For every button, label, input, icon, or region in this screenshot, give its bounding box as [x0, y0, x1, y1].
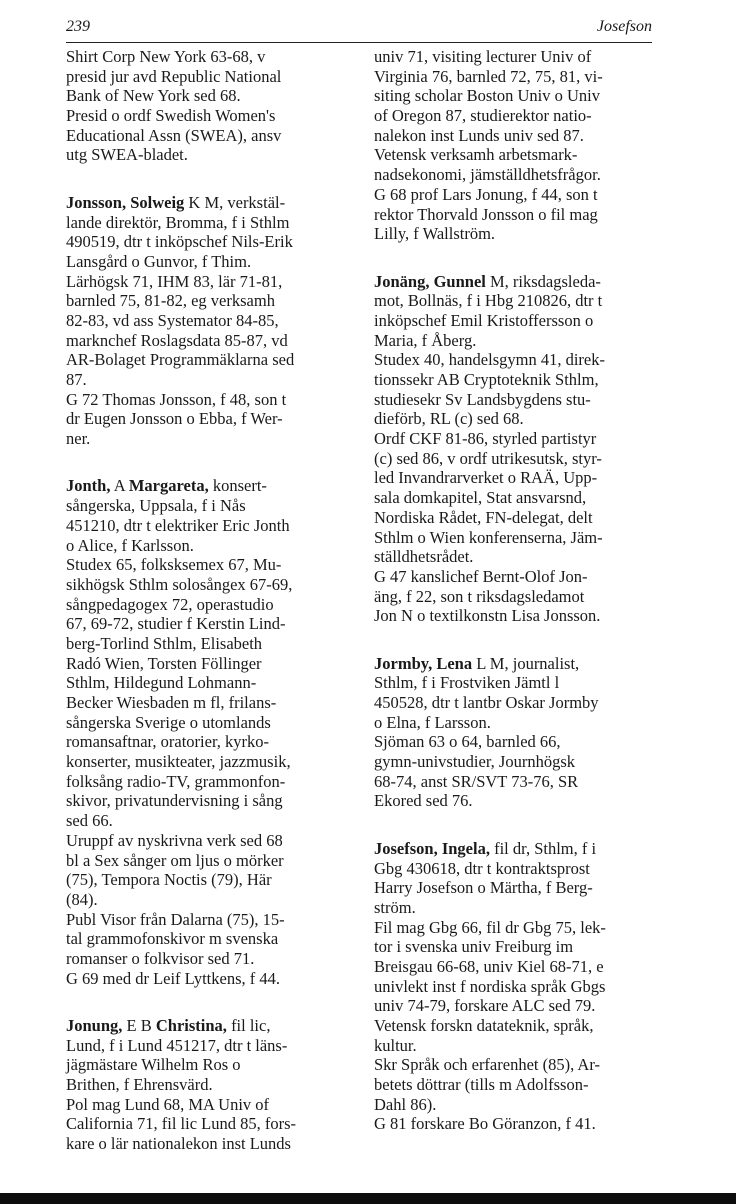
text-line: romansaftnar, oratorier, kyrko-	[66, 732, 270, 752]
text-line: 450528, dtr t lantbr Oskar Jormby	[374, 693, 599, 712]
text-line: Becker Wiesbaden m fl, frilans-	[66, 693, 277, 712]
text-line: Presid o ordf Swedish Women's	[66, 106, 276, 126]
text-line: 87.	[66, 370, 87, 389]
entry-name: Josefson, Ingela,	[374, 838, 490, 858]
text-line: dieförb, RL (c) sed 68.	[374, 409, 524, 429]
text-line: AR-Bolaget Programmäklarna sed	[66, 350, 295, 370]
text-line: Jon N o textilkonstn Lisa Jonsson.	[374, 606, 601, 626]
text-line: jägmästare Wilhelm Ros o	[66, 1055, 241, 1075]
text-line: romanser o folkvisor sed 71.	[66, 948, 255, 968]
entry-name: Jonäng, Gunnel	[374, 271, 486, 291]
entry-jonung-christina	[66, 1016, 362, 1154]
text-line: Studex 65, folksksemex 67, Mu-	[66, 555, 282, 575]
text-line: lande direktör, Bromma, f i Sthlm	[66, 212, 290, 232]
entry-first-line-rest: L M, journalist,	[472, 653, 580, 673]
entry-name-initials: A	[110, 476, 129, 496]
entry-jormby-lena	[374, 654, 664, 812]
entry-name: Jormby, Lena	[374, 653, 473, 673]
text-line: Vetensk verksamh arbetsmark-	[374, 145, 578, 165]
page-number: 239	[66, 18, 90, 35]
text-line: studiesekr Sv Landsbygdens stu-	[374, 389, 591, 409]
text-line: Radó Wien, Torsten Föllinger	[66, 653, 262, 673]
entry-jonang-gunnel	[374, 272, 664, 626]
entry-name-surname: Jonung,	[66, 1016, 123, 1035]
entry-jonsson-solweig	[66, 193, 362, 449]
text-line: G 81 forskare Bo Göranzon, f 41.	[374, 1114, 596, 1134]
text-line: Harry Josefson o Märtha, f Berg-	[374, 878, 593, 898]
text-line: Sthlm o Wien konferenserna, Jäm-	[374, 527, 603, 547]
text-line: ner.	[66, 429, 91, 449]
entry-first-line-rest: konsert-	[208, 476, 267, 496]
text-line: Brithen, f Ehrensvärd.	[66, 1075, 213, 1095]
text-line: Shirt Corp New York 63-68, v	[66, 47, 266, 66]
text-line: folksång radio-TV, grammonfon-	[66, 771, 286, 791]
text-line: tal grammofonskivor m svenska	[66, 929, 279, 949]
text-line: univ 74-79, forskare ALC sed 79.	[374, 996, 596, 1016]
entry-first-line	[374, 272, 664, 292]
entry-name-surname: Jonth,	[66, 476, 111, 496]
text-line: univ 71, visiting lecturer Univ of	[374, 47, 592, 66]
right-column	[374, 47, 664, 1134]
text-line: tionssekr AB Cryptoteknik Sthlm,	[374, 370, 599, 389]
text-line: Ordf CKF 81-86, styrled partistyr	[374, 429, 597, 449]
entry-name-given: Margareta,	[128, 476, 209, 496]
entry-jonth-margareta	[66, 476, 362, 988]
entry-name-initials: E B	[122, 1016, 156, 1035]
entry-first-line	[374, 654, 664, 674]
text-line: Nordiska Rådet, FN-delegat, delt	[374, 507, 593, 527]
text-line: Gbg 430618, dtr t kontraktsprost	[374, 858, 590, 878]
text-line: sångerska, Uppsala, f i Nås	[66, 496, 246, 516]
text-line: o Elna, f Larsson.	[374, 712, 491, 732]
text-line: sala domkapitel, Stat ansvarsnd,	[374, 488, 587, 508]
text-line: G 69 med dr Leif Lyttkens, f 44.	[66, 968, 281, 988]
text-line: sångpedagogex 72, operastudio	[66, 594, 274, 614]
entry-name: Jonsson, Solweig	[66, 192, 185, 212]
text-line: berg-Torlind Sthlm, Elisabeth	[66, 633, 263, 653]
text-line: California 71, fil lic Lund 85, fors-	[66, 1114, 297, 1134]
text-line: skivor, privatundervisning i sång	[66, 791, 283, 811]
left-column	[66, 47, 362, 1154]
text-line: univlekt inst f nordiska språk Gbgs	[374, 976, 606, 996]
text-line: utg SWEA-bladet.	[66, 145, 188, 165]
text-line: Virginia 76, barnled 72, 75, 81, vi-	[374, 66, 603, 86]
text-line: inköpschef Emil Kristoffersson o	[374, 310, 594, 330]
entry-josefson-ingela	[374, 839, 664, 1134]
text-line: Pol mag Lund 68, MA Univ of	[66, 1094, 270, 1114]
text-line: betets döttrar (tills m Adolfsson-	[374, 1075, 589, 1095]
text-line: presid jur avd Republic National	[66, 66, 282, 86]
text-line: 82-83, vd ass Systemator 84-85,	[66, 310, 279, 330]
text-line: tor i svenska univ Freiburg im	[374, 937, 574, 957]
entry-first-line-rest: fil lic,	[226, 1016, 271, 1035]
text-line: Studex 40, handelsgymn 41, direk-	[374, 350, 605, 370]
text-line: Maria, f Åberg.	[374, 330, 477, 350]
text-line: barnled 75, 81-82, eg verksamh	[66, 291, 275, 311]
text-line: (c) sed 86, v ordf utrikesutsk, styr-	[374, 448, 602, 468]
text-line: G 47 kanslichef Bernt-Olof Jon-	[374, 566, 588, 586]
text-line: led Invandrarverket o RAÄ, Upp-	[374, 468, 598, 488]
text-line: 68-74, anst SR/SVT 73-76, SR	[374, 771, 579, 791]
entry-first-line-rest: K M, verkstäl-	[184, 192, 286, 212]
text-line: ström.	[374, 897, 416, 917]
text-line: Uruppf av nyskrivna verk sed 68	[66, 830, 283, 850]
running-head: Josefson	[596, 18, 652, 35]
text-line: äng, f 22, son t riksdagsledamot	[374, 586, 585, 606]
continuation-block	[66, 47, 362, 165]
text-line: dr Eugen Jonsson o Ebba, f Wer-	[66, 409, 283, 429]
text-line: sikhögsk Sthlm solosångex 67-69,	[66, 574, 293, 594]
text-line: (84).	[66, 889, 98, 909]
text-line: bl a Sex sånger om ljus o mörker	[66, 850, 284, 870]
text-line: nadsekonomi, jämställdhetsfrågor.	[374, 165, 601, 185]
continuation-block	[374, 47, 664, 244]
text-line: Publ Visor från Dalarna (75), 15-	[66, 909, 285, 929]
text-line: G 72 Thomas Jonsson, f 48, son t	[66, 389, 287, 409]
text-line: kultur.	[374, 1035, 417, 1055]
text-line: of Oregon 87, studierektor natio-	[374, 106, 592, 126]
entry-first-line-rest: fil dr, Sthlm, f i	[489, 838, 597, 858]
text-line: 67, 69-72, studier f Kerstin Lind-	[66, 614, 286, 634]
entry-first-line	[66, 1016, 362, 1036]
text-line: (75), Tempora Noctis (79), Här	[66, 870, 272, 890]
text-line: 490519, dtr t inköpschef Nils-Erik	[66, 232, 293, 252]
text-line: Skr Språk och erfarenhet (85), Ar-	[374, 1055, 601, 1075]
text-line: mot, Bollnäs, f i Hbg 210826, dtr t	[374, 291, 603, 311]
scan-bottom-edge	[0, 1193, 736, 1204]
text-line: Educational Assn (SWEA), ansv	[66, 125, 282, 145]
text-line: ställdhetsrådet.	[374, 547, 474, 567]
text-line: Ekored sed 76.	[374, 791, 473, 811]
page-header	[66, 18, 652, 43]
text-line: Lärhögsk 71, IHM 83, lär 71-81,	[66, 271, 283, 291]
text-line: marknchef Roslagsdata 85-87, vd	[66, 330, 288, 350]
entry-first-line	[374, 839, 664, 859]
text-line: sed 66.	[66, 811, 113, 831]
entry-first-line-rest: M, riksdagsleda-	[485, 271, 601, 291]
text-line: Dahl 86).	[374, 1094, 437, 1114]
text-line: siting scholar Boston Univ o Univ	[374, 86, 600, 106]
text-line: Sthlm, Hildegund Lohmann-	[66, 673, 257, 693]
text-line: Breisgau 66-68, univ Kiel 68-71, e	[374, 956, 604, 976]
text-line: sångerska Sverige o utomlands	[66, 712, 271, 732]
text-line: kare o lär nationalekon inst Lunds	[66, 1134, 291, 1154]
entry-first-line	[66, 476, 362, 496]
text-line: gymn-univstudier, Journhögsk	[374, 752, 575, 772]
text-line: Sjöman 63 o 64, barnled 66,	[374, 732, 561, 752]
text-line: Sthlm, f i Frostviken Jämtl l	[374, 673, 560, 693]
text-line: Lilly, f Wallström.	[374, 224, 496, 244]
text-line: konserter, musikteater, jazzmusik,	[66, 752, 291, 772]
entry-name-given: Christina,	[155, 1016, 227, 1035]
text-line: o Alice, f Karlsson.	[66, 535, 194, 555]
text-line: Lund, f i Lund 451217, dtr t läns-	[66, 1035, 288, 1055]
text-line: Bank of New York sed 68.	[66, 86, 241, 106]
text-line: G 68 prof Lars Jonung, f 44, son t	[374, 184, 598, 204]
text-line: 451210, dtr t elektriker Eric Jonth	[66, 515, 290, 535]
text-line: Lansgård o Gunvor, f Thim.	[66, 251, 252, 271]
text-line: nalekon inst Lunds univ sed 87.	[374, 125, 584, 145]
text-line: rektor Thorvald Jonsson o fil mag	[374, 204, 598, 224]
text-line: Vetensk forskn datateknik, språk,	[374, 1016, 594, 1035]
text-line: Fil mag Gbg 66, fil dr Gbg 75, lek-	[374, 917, 606, 937]
entry-first-line	[66, 193, 362, 213]
